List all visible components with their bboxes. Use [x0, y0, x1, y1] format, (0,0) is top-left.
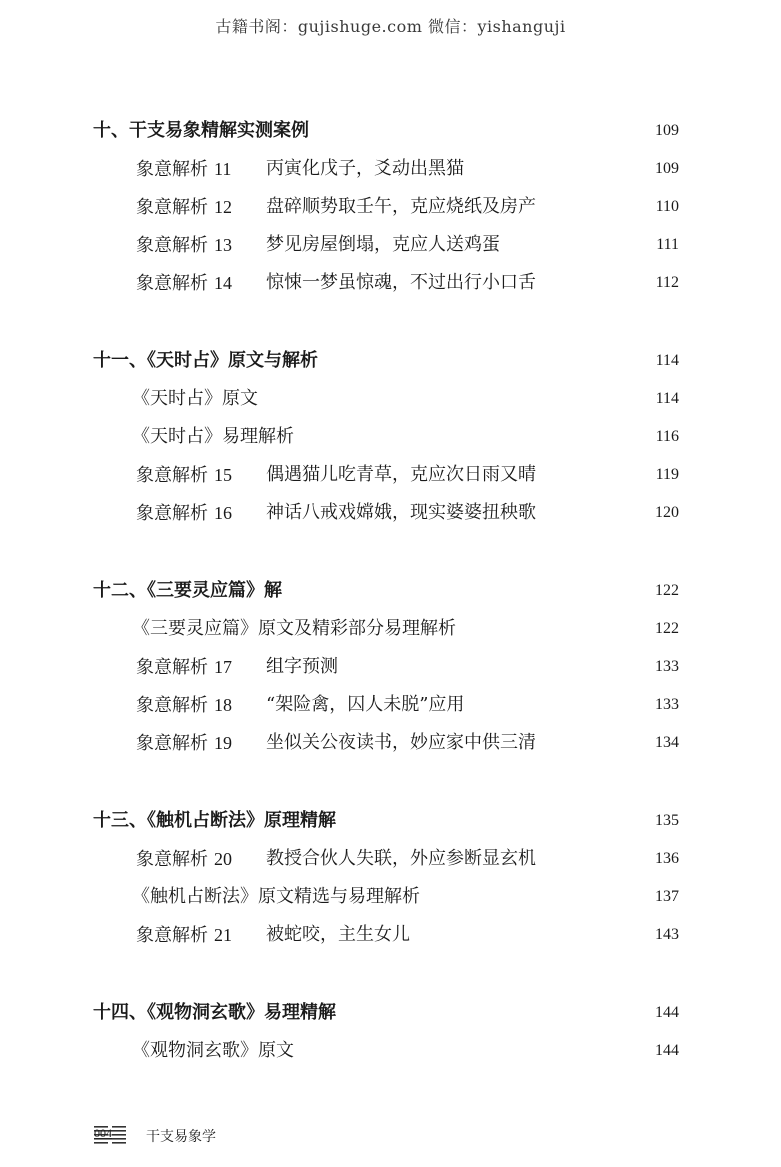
- toc-entry-case-11[interactable]: [0, 150, 781, 188]
- case-title: 坐似关公夜读书，妙应家中供三清: [266, 732, 536, 753]
- section-gap: [0, 762, 781, 802]
- toc-entry-analysis[interactable]: [0, 418, 781, 456]
- toc-entry-case-16[interactable]: [0, 494, 781, 532]
- entry-title: 《观物洞玄歌》原文: [132, 1040, 294, 1061]
- toc-entry-case-21[interactable]: [0, 916, 781, 954]
- page-number: 116: [655, 428, 679, 445]
- case-title: 丙寅化戊子，爻动出黑猫: [266, 158, 464, 179]
- page-number: 134: [655, 734, 679, 751]
- page-number: 122: [655, 582, 679, 599]
- case-label: 象意解析 13: [136, 235, 232, 256]
- case-title: 组字预测: [266, 656, 338, 677]
- page-number: 143: [655, 926, 679, 943]
- toc-chapter-10[interactable]: [0, 112, 781, 150]
- page-number: 114: [655, 390, 679, 407]
- toc-entry-case-18[interactable]: [0, 686, 781, 724]
- case-title: 梦见房屋倒塌，克应人送鸡蛋: [266, 234, 500, 255]
- case-title: 盘碎顺势取壬午，克应烧纸及房产: [266, 196, 536, 217]
- table-of-contents: [0, 112, 781, 1070]
- chapter-title: 十三、《触机占断法》原理精解: [93, 810, 336, 831]
- toc-chapter-11[interactable]: [0, 342, 781, 380]
- case-title: 教授合伙人失联，外应参断显玄机: [266, 848, 536, 869]
- page-number: 109: [655, 122, 679, 139]
- toc-entry-case-19[interactable]: [0, 724, 781, 762]
- case-title: 被蛇咬，主生女儿: [266, 924, 410, 945]
- case-label: 象意解析 11: [136, 159, 232, 180]
- case-title: 偶遇猫儿吃青草，克应次日雨又晴: [266, 464, 536, 485]
- toc-chapter-14[interactable]: [0, 994, 781, 1032]
- chapter-title: 十四、《观物洞玄歌》易理精解: [93, 1002, 336, 1023]
- page-number: 004: [94, 1126, 112, 1140]
- section-gap: [0, 302, 781, 342]
- section-gap: [0, 532, 781, 572]
- page-number: 137: [655, 888, 679, 905]
- entry-title: 《天时占》原文: [132, 388, 258, 409]
- page-number: 119: [655, 466, 679, 483]
- page-number: 114: [655, 352, 679, 369]
- page-number: 111: [656, 236, 679, 253]
- page-number: 144: [655, 1004, 679, 1021]
- toc-entry-original-text[interactable]: [0, 610, 781, 648]
- entry-title: 《触机占断法》原文精选与易理解析: [132, 886, 420, 907]
- chapter-title: 十一、《天时占》原文与解析: [93, 350, 318, 371]
- toc-chapter-12[interactable]: [0, 572, 781, 610]
- toc-entry-original-text[interactable]: [0, 1032, 781, 1070]
- case-label: 象意解析 21: [136, 925, 232, 946]
- watermark: 古籍书阁：gujishuge.com 微信：yishanguji: [215, 17, 566, 36]
- toc-entry-case-14[interactable]: [0, 264, 781, 302]
- toc-entry-original-text[interactable]: [0, 380, 781, 418]
- toc-entry-case-17[interactable]: [0, 648, 781, 686]
- toc-entry-original-text[interactable]: [0, 878, 781, 916]
- case-label: 象意解析 15: [136, 465, 232, 486]
- toc-entry-case-12[interactable]: [0, 188, 781, 226]
- page-number: 135: [655, 812, 679, 829]
- toc-chapter-13[interactable]: [0, 802, 781, 840]
- page-number: 112: [655, 274, 679, 291]
- toc-entry-case-13[interactable]: [0, 226, 781, 264]
- page-number: 110: [655, 198, 679, 215]
- case-title: “架险禽，囚人未脱”应用: [266, 694, 465, 715]
- chapter-title: 十二、《三要灵应篇》解: [93, 580, 282, 601]
- page-number: 133: [655, 696, 679, 713]
- page-number: 144: [655, 1042, 679, 1059]
- page-number: 122: [655, 620, 679, 637]
- case-title: 惊悚一梦虽惊魂，不过出行小口舌: [266, 272, 536, 293]
- case-label: 象意解析 12: [136, 197, 232, 218]
- case-label: 象意解析 17: [136, 657, 232, 678]
- page-number: 133: [655, 658, 679, 675]
- book-title: 干支易象学: [146, 1129, 216, 1145]
- case-label: 象意解析 16: [136, 503, 232, 524]
- chapter-title: 十、干支易象精解实测案例: [93, 120, 309, 141]
- page-number: 109: [655, 160, 679, 177]
- page-number: 136: [655, 850, 679, 867]
- case-label: 象意解析 19: [136, 733, 232, 754]
- toc-entry-case-15[interactable]: [0, 456, 781, 494]
- page-number: 120: [655, 504, 679, 521]
- toc-entry-case-20[interactable]: [0, 840, 781, 878]
- entry-title: 《三要灵应篇》原文及精彩部分易理解析: [132, 618, 456, 639]
- entry-title: 《天时占》易理解析: [132, 426, 294, 447]
- case-label: 象意解析 20: [136, 849, 232, 870]
- section-gap: [0, 954, 781, 994]
- case-label: 象意解析 18: [136, 695, 232, 716]
- case-title: 神话八戒戏嫦娥，现实婆婆扭秧歌: [266, 502, 536, 523]
- case-label: 象意解析 14: [136, 273, 232, 294]
